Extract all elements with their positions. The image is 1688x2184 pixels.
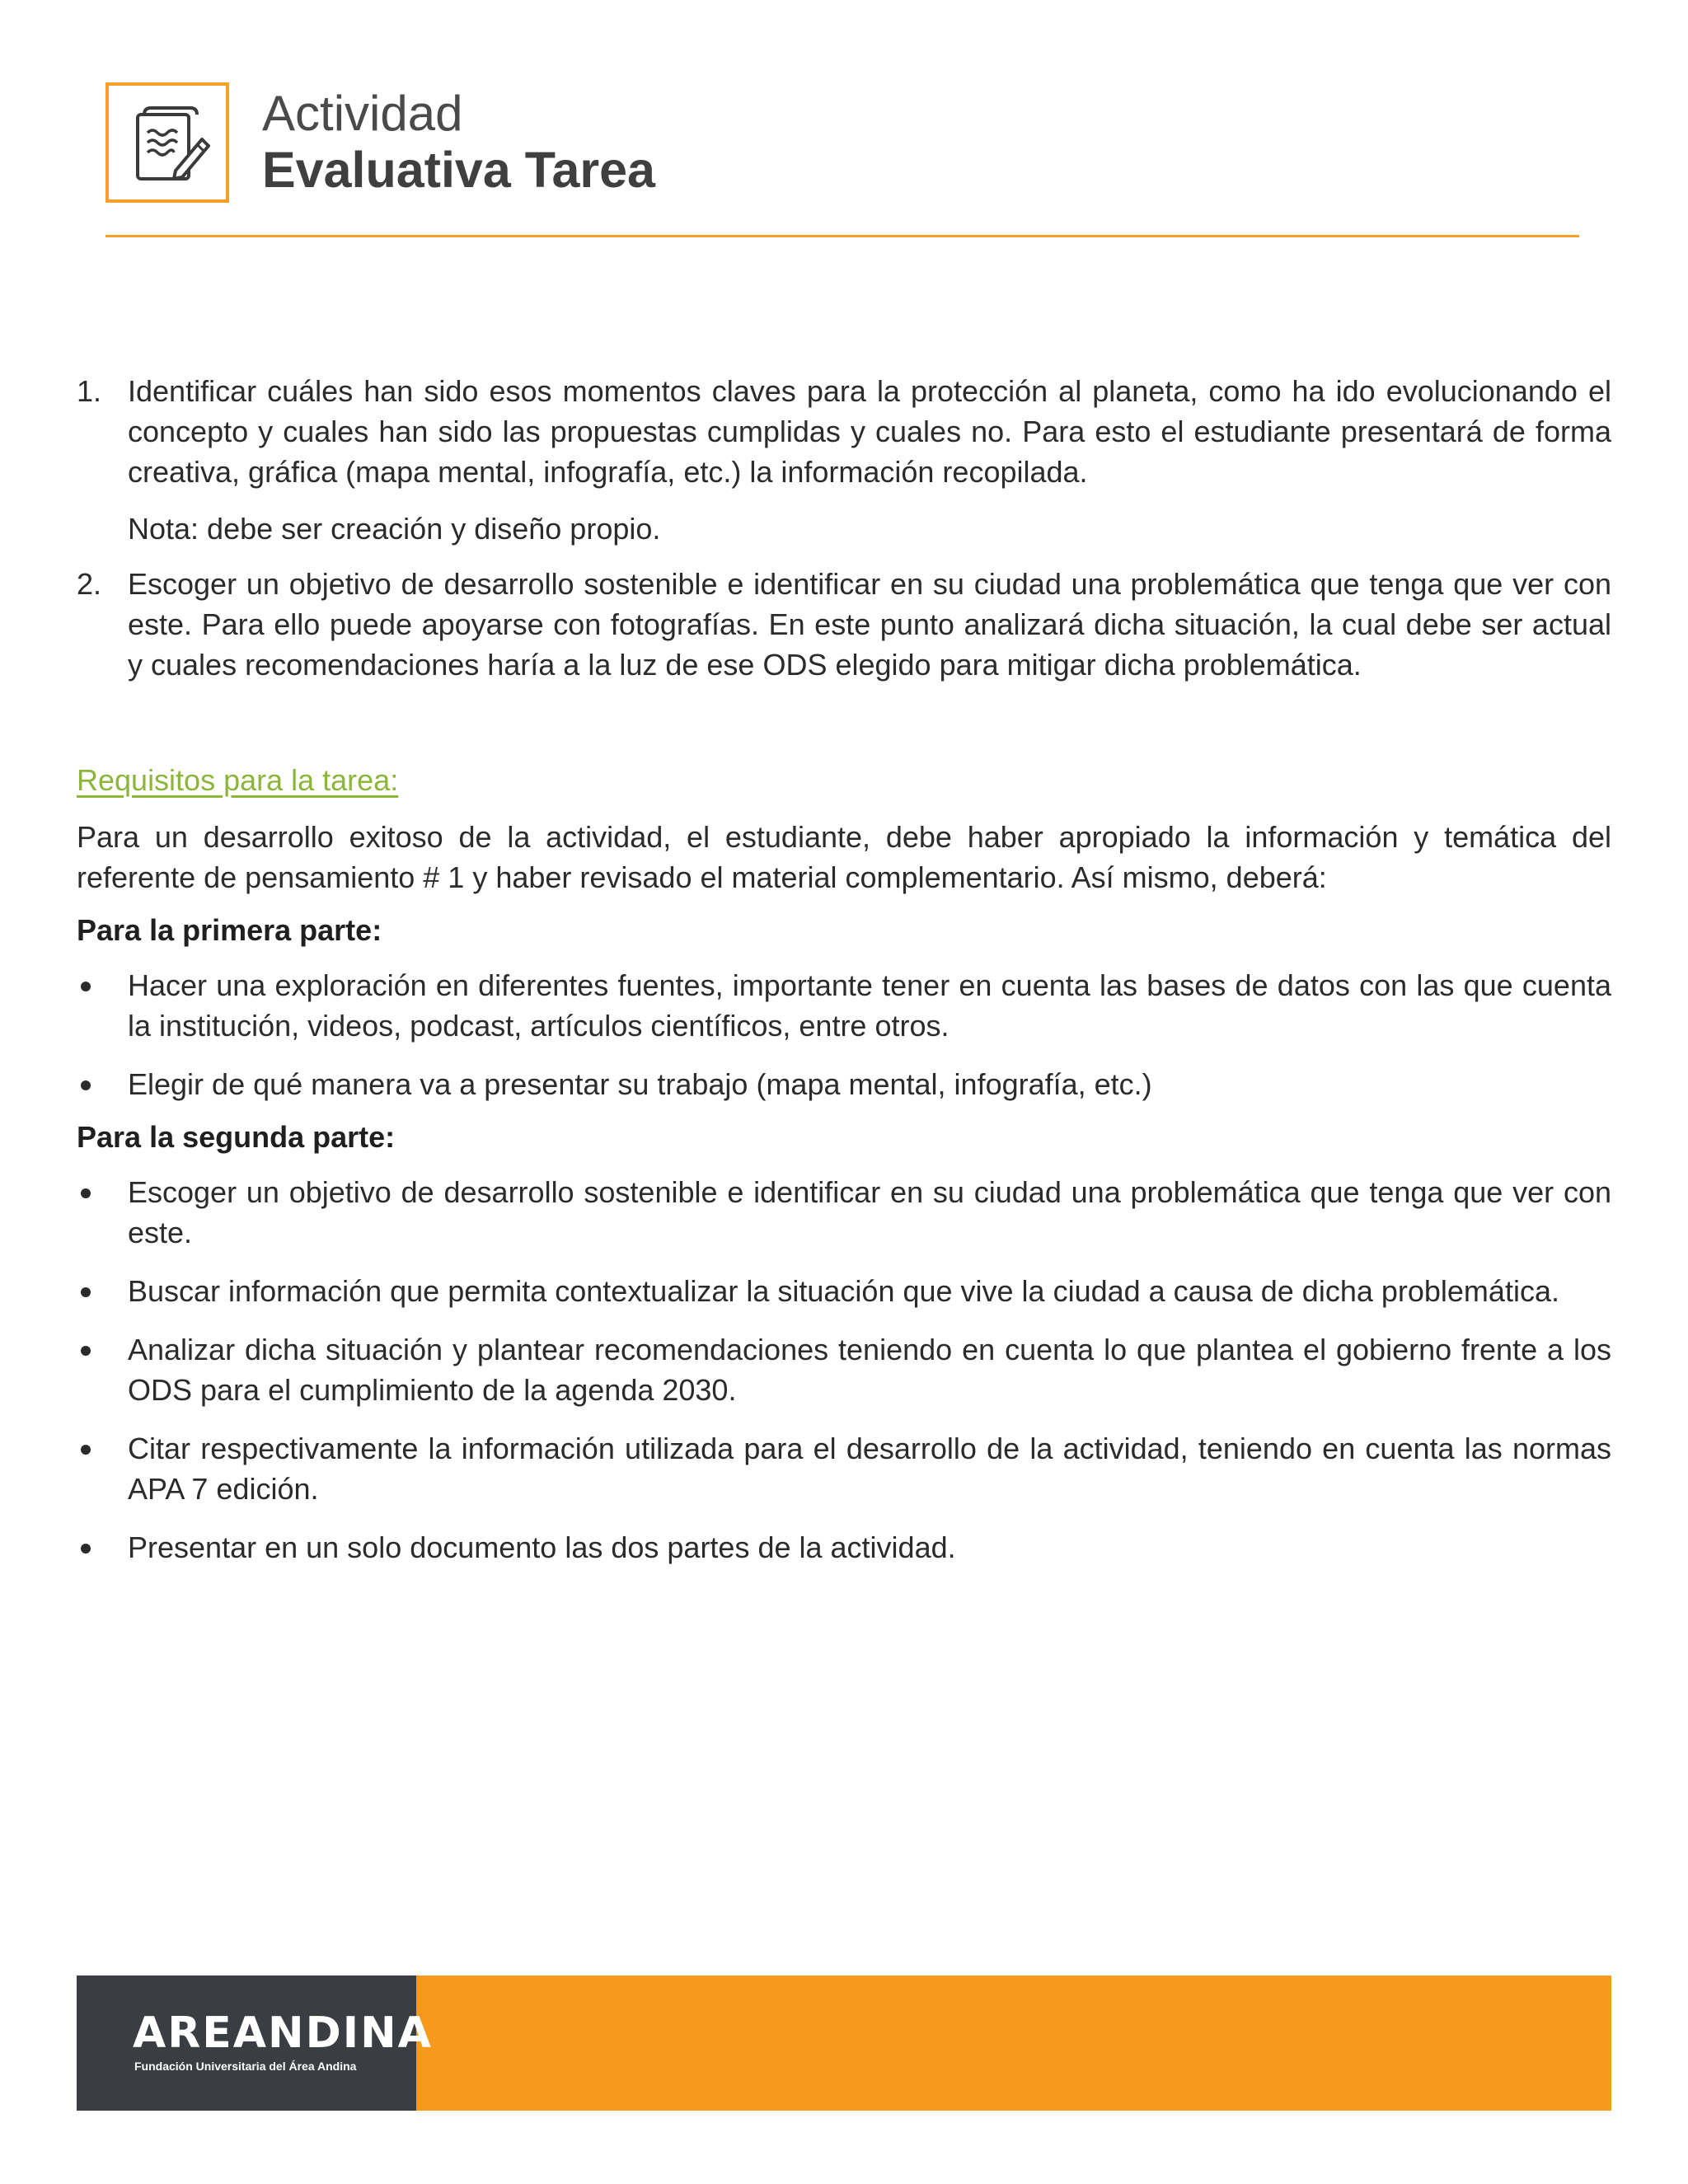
bullet-item (77, 1329, 1611, 1410)
bullet-text: Escoger un objetivo de desarrollo sostenible e identificar en su ciudad una problemática que tenga que ver con este. (128, 1175, 1611, 1249)
title-line-2: Evaluativa Tarea (262, 142, 655, 198)
bullet-text: Presentar en un solo documento las dos partes de la actividad. (128, 1530, 956, 1564)
task-number: 2. (77, 567, 102, 601)
main-content (77, 371, 1611, 1568)
task-text: Escoger un objetivo de desarrollo sostenible e identificar en su ciudad una problemática que tenga que ver con este. Para ello puede apoyarse con fotografías. En este punto analizará dicha situación, la cual debe ser actual y cuales recomendaciones haría a la luz de ese ODS elegido para mitigar dicha problemática. (128, 567, 1611, 682)
bullet-dot (81, 1188, 91, 1198)
footer-banner (77, 1975, 1611, 2111)
bullet-dot (81, 1544, 91, 1554)
bullet-dot (81, 1080, 91, 1090)
bullet-item (77, 1527, 1611, 1568)
areandina-logo: AREANDINA (133, 2008, 433, 2058)
bullet-dot (81, 982, 91, 991)
requirements-intro: Para un desarrollo exitoso de la actividad, el estudiante, debe haber apropiado la información y temática del referente de pensamiento # 1 y haber revisado el material complementario. Así mismo, deberá: (77, 820, 1611, 894)
header-icon-frame (106, 82, 229, 203)
logo-subtitle: Fundación Universitaria del Área Andina (134, 2060, 357, 2073)
task-item-1 (77, 371, 1611, 492)
header-divider (106, 235, 1579, 237)
bullet-item (77, 1172, 1611, 1253)
bullet-item (77, 1271, 1611, 1311)
task-note: Nota: debe ser creación y diseño propio. (128, 512, 661, 546)
bullet-text: Analizar dicha situación y plantear recomendaciones teniendo en cuenta lo que plantea el gobierno frente a los ODS para el cumplimiento de la agenda 2030. (128, 1333, 1611, 1407)
document-edit-icon (129, 105, 212, 187)
bullet-text: Hacer una exploración en diferentes fuentes, importante tener en cuenta las bases de datos con las que cuenta la institución, videos, podcast, artículos científicos, entre otros. (128, 968, 1611, 1043)
part1-heading: Para la primera parte: (77, 913, 382, 947)
task-item-2 (77, 564, 1611, 685)
requirements-title: Requisitos para la tarea: (77, 763, 399, 797)
part2-heading: Para la segunda parte: (77, 1120, 396, 1154)
task-number: 1. (77, 374, 102, 408)
bullet-item (77, 1428, 1611, 1509)
task-text: Identificar cuáles han sido esos momentos claves para la protección al planeta, como ha ido evolucionando el concepto y cuales han sido las propuestas cumplidas y cuales no. Para esto el estudiante presentará de forma creativa, gráfica (mapa mental, infografía, etc.) la información recopilada. (128, 374, 1611, 489)
footer-logo-panel (77, 1975, 433, 2111)
bullet-item (77, 965, 1611, 1046)
bullet-text: Citar respectivamente la información utilizada para el desarrollo de la actividad, teniendo en cuenta las normas APA 7 edición. (128, 1432, 1611, 1506)
bullet-item (77, 1064, 1611, 1104)
bullet-text: Buscar información que permita contextualizar la situación que vive la ciudad a causa de dicha problemática. (128, 1274, 1559, 1308)
bullet-dot (81, 1287, 91, 1297)
bullet-dot (81, 1445, 91, 1455)
bullet-text: Elegir de qué manera va a presentar su trabajo (mapa mental, infografía, etc.) (128, 1067, 1152, 1101)
bullet-dot (81, 1346, 91, 1356)
title-line-1: Actividad (262, 86, 463, 141)
